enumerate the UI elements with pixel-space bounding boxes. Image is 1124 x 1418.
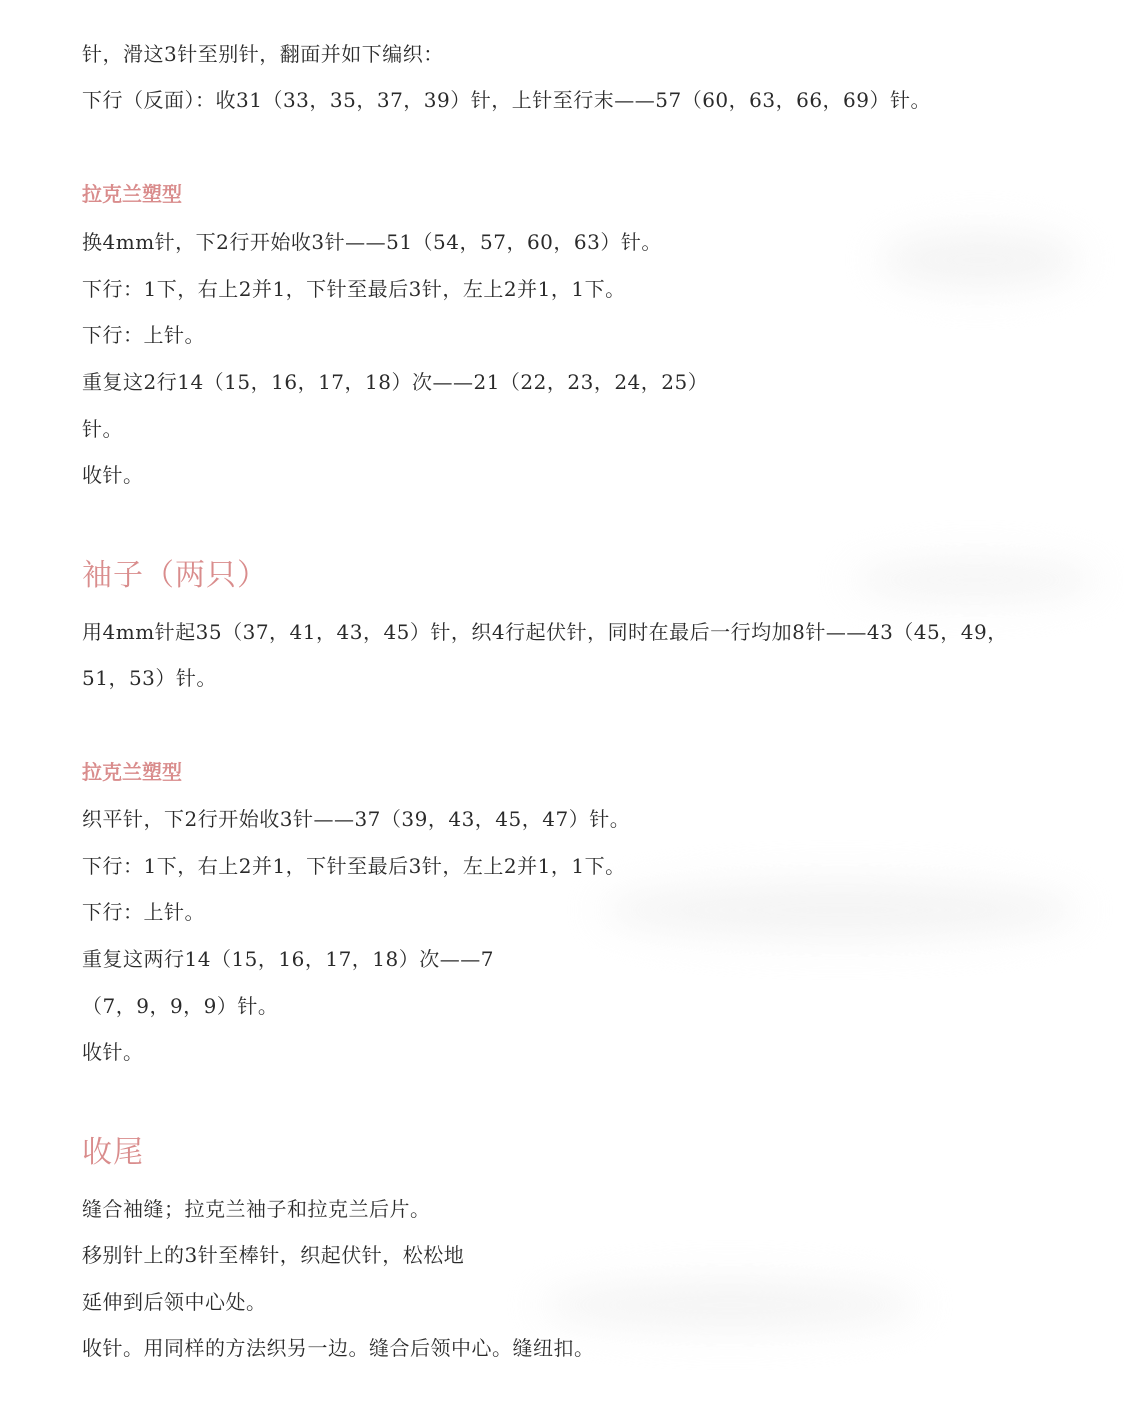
sleeves-line-2: 51，53）针。 <box>82 666 217 690</box>
sleeve-raglan-line-5: （7，9，9，9）针。 <box>82 994 279 1018</box>
back-raglan-heading: 拉克兰塑型 <box>82 182 182 206</box>
sleeve-raglan-line-1: 织平针，下2行开始收3针——37（39，43，45，47）针。 <box>82 807 631 831</box>
background-smudge <box>600 880 1080 940</box>
back-raglan-line-1: 换4mm针，下2行开始收3针——51（54，57，60，63）针。 <box>82 230 662 254</box>
finishing-heading: 收尾 <box>82 1135 144 1170</box>
sleeve-raglan-line-4: 重复这两行14（15，16，17，18）次——7 <box>82 947 494 971</box>
back-raglan-line-5: 针。 <box>82 417 123 441</box>
finishing-line-4: 收针。用同样的方法织另一边。缝合后领中心。缝纽扣。 <box>82 1336 595 1360</box>
background-smudge <box>540 1280 920 1330</box>
intro-line-2: 下行（反面）：收31（33，35，37，39）针，上针至行末——57（60，63，66，69）针。 <box>82 88 931 112</box>
sleeve-raglan-heading: 拉克兰塑型 <box>82 760 182 784</box>
back-raglan-line-3: 下行：上针。 <box>82 323 205 347</box>
sleeves-heading: 袖子（两只） <box>82 558 268 593</box>
finishing-line-2: 移别针上的3针至棒针，织起伏针，松松地 <box>82 1243 465 1267</box>
sleeve-raglan-line-6: 收针。 <box>82 1040 144 1064</box>
back-raglan-line-6: 收针。 <box>82 463 144 487</box>
background-smudge <box>850 560 1100 600</box>
sleeve-raglan-line-3: 下行：上针。 <box>82 900 205 924</box>
intro-line-1: 针，滑这3针至别针，翻面并如下编织： <box>82 42 444 66</box>
sleeves-line-1: 用4mm针起35（37，41，43，45）针，织4行起伏针，同时在最后一行均加8针——43（45，49， <box>82 620 1008 644</box>
back-raglan-line-2: 下行：1下，右上2并1，下针至最后3针，左上2并1，1下。 <box>82 277 626 301</box>
sleeve-raglan-line-2: 下行：1下，右上2并1，下针至最后3针，左上2并1，1下。 <box>82 854 626 878</box>
back-raglan-line-4: 重复这2行14（15，16，17，18）次——21（22，23，24，25） <box>82 370 709 394</box>
background-smudge <box>880 230 1080 290</box>
finishing-line-1: 缝合袖缝；拉克兰袖子和拉克兰后片。 <box>82 1197 431 1221</box>
finishing-line-3: 延伸到后领中心处。 <box>82 1290 267 1314</box>
